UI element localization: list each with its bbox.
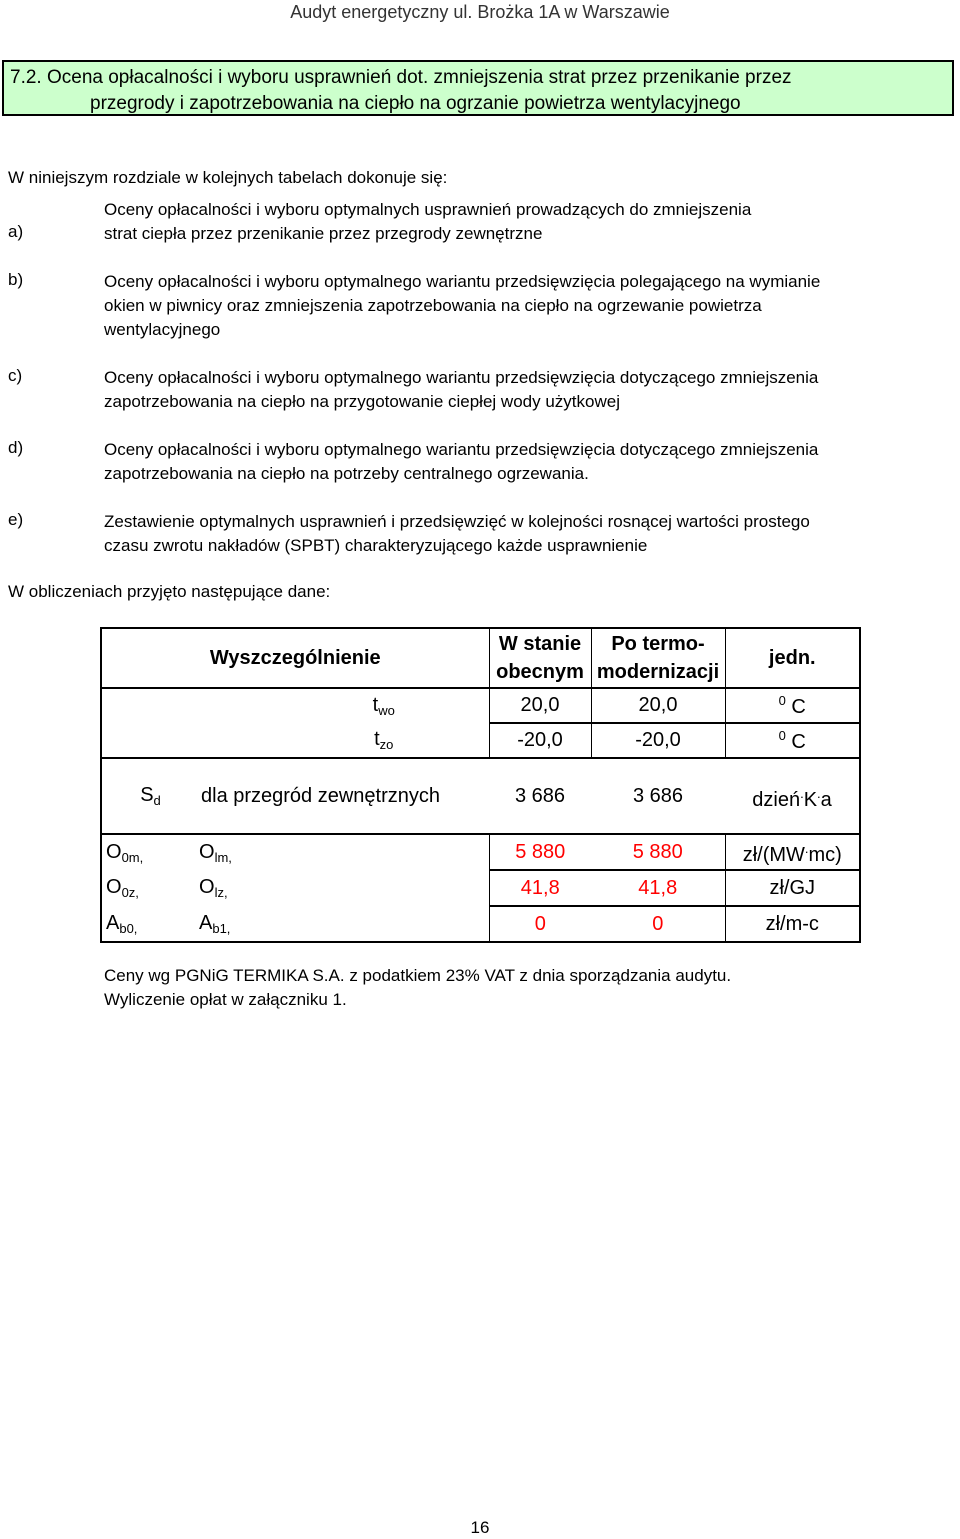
section-title-line2: przegrody i zapotrzebowania na ciepło na ogrzanie powietrza wentylacyjnego (90, 93, 741, 114)
page-number: 16 (470, 1518, 490, 1537)
sd-description: dla przegród zewnętrznych (199, 758, 489, 834)
item-b-line2: okien w piwnicy oraz zmniejszenia zapotrzebowania na ciepło na ogrzewanie powietrza (104, 296, 762, 315)
calc-intro: W obliczeniach przyjęto następujące dane: (8, 582, 331, 601)
intro-text: W niniejszym rozdziale w kolejnych tabelach dokonuje się: (8, 168, 448, 187)
sd-current: 3 686 (489, 758, 591, 834)
om-after: 5 880 (591, 834, 725, 870)
item-a-line1: Oceny opłacalności i wyboru optymalnych usprawnień prowadzących do zmniejszenia (104, 200, 752, 219)
section-title (2, 60, 954, 116)
price-note: Ceny wg PGNiG TERMIKA S.A. z podatkiem 23% VAT z dnia sporządzania audytu. (104, 966, 732, 985)
table-row (101, 758, 860, 834)
table-row (101, 834, 860, 870)
item-b-line1: Oceny opłacalności i wyboru optymalnego wariantu przedsięwzięcia polegającego na wymianie (104, 272, 821, 291)
item-e-line1: Zestawienie optymalnych usprawnień i przedsięwzięć w kolejności rosnącej wartości prostego (104, 512, 810, 531)
table-header-row (101, 628, 860, 688)
table-row (101, 688, 860, 723)
om-current: 5 880 (489, 834, 591, 870)
item-b-text (104, 270, 934, 342)
header-current (489, 628, 591, 688)
symbol-ab0: $A_{b0,}$ (101, 906, 199, 942)
oz-current: 41,8 (489, 870, 591, 906)
table-row (101, 870, 860, 906)
symbol-olz: $O_{lz,}$ (199, 876, 228, 900)
appendix-note: Wyliczenie opłat w załączniku 1. (104, 990, 347, 1009)
header-description: Wyszczególnienie (101, 628, 489, 688)
symbol-two: $t_{wo}$ (372, 694, 395, 718)
input-data-table (100, 627, 861, 943)
header-after-line2: modernizacji (596, 661, 720, 683)
item-a-text (104, 198, 934, 246)
header-current-line1: W stanie (498, 633, 582, 655)
table-row (101, 906, 860, 942)
item-b-label: b) (8, 270, 24, 289)
page-header: Audyt energetyczny ul. Brożka 1A w Warszawie (290, 2, 670, 22)
item-a-label: a) (8, 222, 24, 241)
item-c-line2: zapotrzebowania na ciepło na przygotowanie ciepłej wody użytkowej (104, 392, 620, 411)
item-c-label: c) (8, 366, 23, 385)
item-d-label: d) (8, 438, 24, 457)
om-unit: zł/(MW.mc) (725, 834, 860, 870)
tzo-current: -20,0 (489, 723, 591, 758)
item-e-text (104, 510, 934, 558)
ab-after: 0 (591, 906, 725, 942)
symbol-o0z: $O_{0z,}$ (101, 870, 199, 906)
symbol-olm: $O_{lm,}$ (199, 840, 232, 865)
symbol-sd: $S_d$ (101, 758, 199, 834)
item-e-line2: czasu zwrotu nakładów (SPBT) charakteryzującego każde usprawnienie (104, 536, 648, 555)
header-after-line1: Po termo- (611, 633, 705, 655)
item-b-line3: wentylacyjnego (104, 320, 221, 339)
ab-current: 0 (489, 906, 591, 942)
item-d-text (104, 438, 934, 486)
two-current: 20,0 (489, 688, 591, 723)
item-a-line2: strat ciepła przez przenikanie przez przegrody zewnętrzne (104, 224, 543, 243)
symbol-ab1: $A_{b1,}$ (199, 906, 489, 942)
two-after: 20,0 (591, 688, 725, 723)
header-unit: jedn. (725, 628, 860, 688)
oz-unit: zł/GJ (725, 870, 860, 906)
tzo-after: -20,0 (591, 723, 725, 758)
ab-unit: zł/m-c (725, 906, 860, 942)
table-row (101, 723, 860, 758)
sd-unit: dzień.K.a (725, 758, 860, 834)
oz-after: 41,8 (591, 870, 725, 906)
two-unit: $^0$ C (725, 688, 860, 723)
symbol-o0m: $O_{0m,}$ (101, 834, 199, 870)
tzo-unit: $^0$ C (725, 723, 860, 758)
section-title-line1: 7.2. Ocena opłacalności i wyboru usprawnień dot. zmniejszenia strat przez przenikanie przez (10, 67, 792, 88)
symbol-tzo: $t_{zo}$ (199, 723, 489, 758)
item-c-text (104, 366, 934, 414)
item-d-line1: Oceny opłacalności i wyboru optymalnego wariantu przedsięwzięcia dotyczącego zmniejszenia (104, 440, 819, 459)
item-d-line2: zapotrzebowania na ciepło na potrzeby centralnego ogrzewania. (104, 464, 589, 483)
sd-after: 3 686 (591, 758, 725, 834)
item-c-line1: Oceny opłacalności i wyboru optymalnego wariantu przedsięwzięcia dotyczącego zmniejszenia (104, 368, 819, 387)
header-current-line2: obecnym (496, 661, 584, 683)
item-e-label: e) (8, 510, 24, 529)
header-after (591, 628, 725, 688)
